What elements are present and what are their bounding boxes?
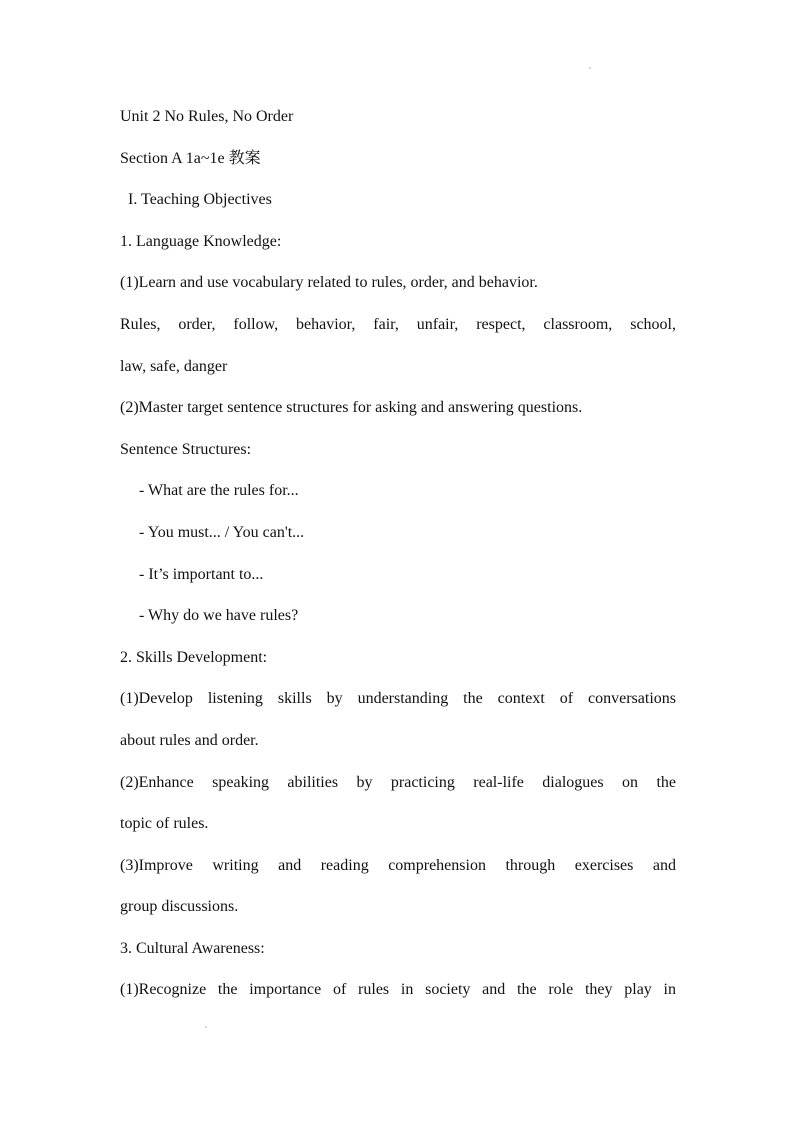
language-knowledge-heading: 1. Language Knowledge: (120, 232, 282, 250)
language-knowledge-item-2: (2)Master target sentence structures for asking and answering questions. (120, 399, 583, 417)
sentence-structures-heading: Sentence Structures: (120, 440, 252, 458)
skill-2-line-2: topic of rules. (120, 815, 209, 833)
scan-speck (205, 1026, 207, 1028)
sentence-structure-item: - It’s important to... (139, 565, 264, 583)
cultural-item-1-line-1: (1)Recognize the importance of rules in society and the role they play in (120, 981, 676, 999)
sentence-structure-item: - What are the rules for... (139, 482, 299, 500)
language-knowledge-item-1: (1)Learn and use vocabulary related to rules, order, and behavior. (120, 274, 538, 292)
vocabulary-line-2: law, safe, danger (120, 357, 228, 375)
document-title: Unit 2 No Rules, No Order (120, 108, 294, 125)
sentence-structure-item: - Why do we have rules? (139, 607, 299, 625)
skill-2-line-1: (2)Enhance speaking abilities by practicing real-life dialogues on the (120, 773, 676, 791)
skill-3-line-2: group discussions. (120, 898, 239, 916)
section-label: Section A 1a~1e 教案 (120, 149, 261, 167)
skill-3-line-1: (3)Improve writing and reading comprehension through exercises and (120, 856, 676, 874)
skill-1-line-2: about rules and order. (120, 731, 259, 749)
sentence-structure-item: - You must... / You can't... (139, 523, 305, 541)
skill-1-line-1: (1)Develop listening skills by understanding the context of conversations (120, 690, 676, 708)
cultural-awareness-heading: 3. Cultural Awareness: (120, 939, 265, 957)
objectives-heading: I. Teaching Objectives (128, 191, 272, 209)
skills-heading: 2. Skills Development: (120, 648, 268, 666)
document-body (120, 104, 676, 1019)
scan-speck (589, 67, 591, 69)
vocabulary-line-1: Rules, order, follow, behavior, fair, unfair, respect, classroom, school, (120, 315, 676, 333)
